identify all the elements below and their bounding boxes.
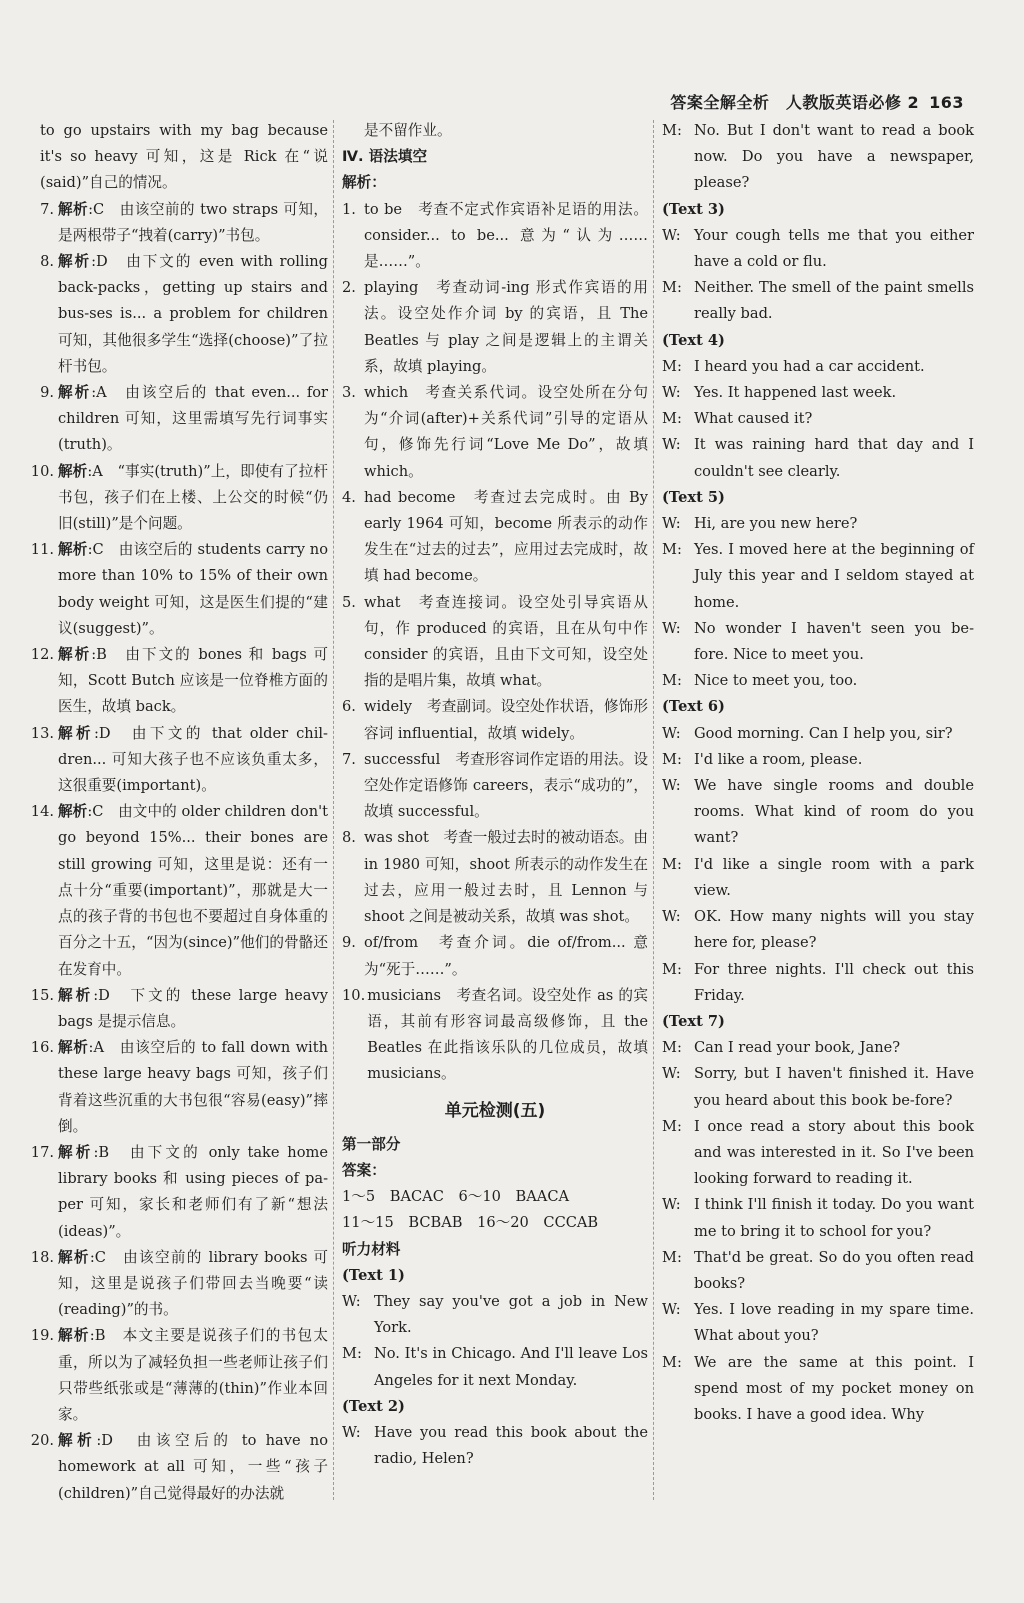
utterance: They say you've got a job in New York. bbox=[374, 1292, 648, 1337]
item-number: 20. bbox=[30, 1432, 54, 1450]
speaker: M: bbox=[342, 1345, 362, 1363]
analysis-item bbox=[18, 380, 328, 459]
speaker: M: bbox=[662, 357, 682, 375]
speaker: M: bbox=[662, 672, 682, 690]
column-1 bbox=[18, 118, 328, 1507]
speaker: M: bbox=[662, 1248, 682, 1266]
unit-test-title: 单元检测(五) bbox=[444, 1100, 546, 1121]
item-body bbox=[58, 721, 328, 800]
item-number: 1. bbox=[342, 200, 356, 218]
item-body bbox=[58, 380, 328, 459]
item-body bbox=[58, 642, 328, 721]
part-heading: 第一部分 bbox=[342, 1135, 401, 1153]
dialogue-line bbox=[662, 1035, 974, 1061]
item-number: 10. bbox=[30, 462, 54, 480]
grammar-item bbox=[342, 485, 648, 590]
item-number: 10. bbox=[342, 986, 366, 1004]
analysis-label: 解析 bbox=[58, 541, 88, 559]
speaker: W: bbox=[342, 1292, 361, 1310]
analysis-text: :C 由文中的 older children don't go beyond 15%... their bones are still growing 可知，这里是说：还有一点十分“重要(important)”，那就是大一点的孩子背的书包也不要超过自身体重的百分之十五，“因为(since)”他们的骨骼还在发育中。 bbox=[58, 803, 328, 978]
utterance: Good morning. Can I help you, sir? bbox=[694, 724, 953, 742]
analysis-item bbox=[18, 721, 328, 800]
item-body bbox=[58, 1323, 328, 1428]
speaker: M: bbox=[662, 1117, 682, 1135]
analysis-item bbox=[18, 1035, 328, 1140]
utterance: Sorry, but I haven't finished it. Have you heard about this book be-fore? bbox=[694, 1065, 974, 1109]
dialogue-line bbox=[662, 1245, 974, 1297]
listening-text-title: (Text 1) bbox=[342, 1266, 405, 1284]
analysis-text: :B 由下文的 bones 和 bags 可知，Scott Butch 应该是一位脊椎方面的医生，故填 back。 bbox=[58, 646, 328, 716]
page-header bbox=[670, 90, 964, 113]
speaker: M: bbox=[662, 1039, 682, 1057]
grammar-item bbox=[342, 825, 648, 930]
item-number: 3. bbox=[342, 384, 356, 402]
item-number: 8. bbox=[342, 829, 356, 847]
utterance: Yes. I love reading in my spare time. What about you? bbox=[694, 1301, 974, 1345]
analysis-item bbox=[18, 1323, 328, 1428]
analysis-label: 解析 bbox=[58, 200, 89, 218]
item-number: 12. bbox=[30, 646, 54, 664]
item-number: 2. bbox=[342, 279, 356, 297]
grammar-item bbox=[342, 197, 648, 276]
grammar-item bbox=[342, 590, 648, 695]
analysis-text: :D 由下文的 even with rolling back-packs，getting up stairs and bus-ses is... a problem for children 可知，其他很多学生“选择(choose)”了拉杆书包。 bbox=[58, 253, 328, 375]
listening-text-title: (Text 7) bbox=[662, 1012, 725, 1030]
section-heading: Ⅳ. 语法填空 bbox=[342, 148, 428, 166]
book-title: 答案全解全析 人教版英语必修 2 bbox=[670, 93, 920, 112]
analysis-label: 解析 bbox=[58, 462, 88, 480]
item-body bbox=[58, 1245, 328, 1324]
dialogue-line bbox=[342, 1341, 648, 1393]
analysis-item bbox=[18, 249, 328, 380]
item-text: which 考查关系代词。设空处所在分句为“介词(after)+关系代词”引导的定语从句，修饰先行词“Love Me Do”，故填 which。 bbox=[364, 384, 648, 480]
dialogue-line bbox=[662, 1061, 974, 1113]
analysis-text: :D 由该空后的 to have no homework at all 可知，一些“孩子(children)”自己觉得最好的办法就 bbox=[58, 1432, 328, 1502]
utterance: Nice to meet you, too. bbox=[694, 672, 858, 690]
speaker: M: bbox=[662, 960, 682, 978]
answer-line: 1～5 BACAC 6～10 BAACA bbox=[342, 1188, 570, 1206]
analysis-label: 解析 bbox=[58, 803, 88, 821]
dialogue-line bbox=[662, 904, 974, 956]
item-body bbox=[58, 1428, 328, 1507]
analysis-label: 解析 bbox=[58, 986, 94, 1004]
analysis-label: 解析 bbox=[58, 646, 92, 664]
analysis-label: 解析 bbox=[58, 724, 94, 742]
speaker: M: bbox=[662, 855, 682, 873]
grammar-item bbox=[342, 275, 648, 380]
listening-text-title: (Text 2) bbox=[342, 1397, 405, 1415]
grammar-item bbox=[342, 983, 648, 1088]
item-body bbox=[58, 197, 328, 249]
dialogue-line bbox=[662, 852, 974, 904]
item-body bbox=[58, 1140, 328, 1245]
item-number: 18. bbox=[30, 1248, 54, 1266]
column-2 bbox=[342, 118, 648, 1472]
utterance: I once read a story about this book and was interested in it. So I've been looking forward to reading it. bbox=[694, 1117, 974, 1188]
utterance: Yes. It happened last week. bbox=[694, 384, 897, 402]
utterance: Have you read this book about the radio, Helen? bbox=[374, 1423, 648, 1468]
utterance: I heard you had a car accident. bbox=[694, 357, 925, 375]
utterance: No wonder I haven't seen you be-fore. Nice to meet you. bbox=[694, 619, 974, 664]
analysis-label: 解析 bbox=[58, 1432, 97, 1450]
analysis-text: :B 本文主要是说孩子们的书包太重，所以为了减轻负担一些老师让孩子们只带些纸张或是“薄薄的(thin)”作业本回家。 bbox=[58, 1327, 328, 1423]
analysis-label: 解析 bbox=[58, 1143, 94, 1161]
analysis-item bbox=[18, 459, 328, 538]
analysis-text: :A 由该空后的 to fall down with these large heavy bags 可知，孩子们背着这些沉重的大书包很“容易(easy)”摔倒。 bbox=[58, 1039, 328, 1135]
dialogue-line bbox=[662, 721, 974, 747]
dialogue-line bbox=[662, 537, 974, 616]
utterance: OK. How many nights will you stay here for, please? bbox=[694, 908, 974, 952]
analysis-text: :D 由下文的 that older chil-dren... 可知大孩子也不应该负重太多，这很重要(important)。 bbox=[58, 724, 328, 795]
speaker: W: bbox=[662, 436, 681, 454]
dialogue-line bbox=[662, 957, 974, 1009]
dialogue-line bbox=[662, 747, 974, 773]
item-text: musicians 考查名词。设空处作 as 的宾语，其前有形容词最高级修饰，且 the Beatles 在此指该乐队的几位成员，故填 musicians。 bbox=[367, 986, 648, 1083]
speaker: W: bbox=[662, 1196, 681, 1214]
item-body bbox=[58, 249, 328, 380]
utterance: Neither. The smell of the paint smells really bad. bbox=[694, 279, 974, 323]
analysis-item bbox=[18, 1140, 328, 1245]
utterance: It was raining hard that day and I couldn't see clearly. bbox=[694, 436, 974, 480]
item-number: 7. bbox=[40, 200, 54, 218]
utterance: Can I read your book, Jane? bbox=[694, 1039, 901, 1057]
analysis-item bbox=[18, 642, 328, 721]
utterance: We are the same at this point. I spend most of my pocket money on books. I have a good idea. Why bbox=[694, 1353, 974, 1423]
item-number: 19. bbox=[30, 1327, 54, 1345]
speaker: W: bbox=[662, 777, 681, 795]
speaker: W: bbox=[662, 515, 681, 533]
analysis-text: :B 由下文的 only take home library books 和 using pieces of pa-per 可知，家长和老师们有了新“想法(ideas)”。 bbox=[58, 1143, 328, 1240]
analysis-label: 解析 bbox=[58, 1327, 90, 1345]
grammar-item bbox=[342, 380, 648, 485]
grammar-item bbox=[342, 747, 648, 826]
analysis-text: :A 由该空后的 that even... for children 可知，这里需填写先行词事实(truth)。 bbox=[58, 384, 328, 454]
analysis-text: :C 由该空前的 library books 可知，这里是说孩子们带回去当晚要“读(reading)”的书。 bbox=[58, 1248, 328, 1319]
speaker: M: bbox=[662, 279, 682, 297]
utterance: What caused it? bbox=[694, 410, 813, 428]
column-3 bbox=[662, 118, 974, 1428]
analysis-text: :C 由该空前的 two straps 可知，是两根带子“拽着(carry)”书包。 bbox=[58, 200, 328, 244]
dialogue-line bbox=[662, 1297, 974, 1349]
item-number: 4. bbox=[342, 488, 356, 506]
analysis-item bbox=[18, 537, 328, 642]
item-number: 14. bbox=[30, 803, 54, 821]
item-text: of/from 考查介词。die of/from... 意为“死于……”。 bbox=[364, 934, 648, 978]
utterance: We have single rooms and double rooms. What kind of room do you want? bbox=[694, 777, 974, 847]
speaker: M: bbox=[662, 122, 682, 139]
listening-text-title: (Text 3) bbox=[662, 200, 725, 218]
utterance: Yes. I moved here at the beginning of July this year and I seldom stayed at home. bbox=[694, 541, 974, 611]
utterance: I think I'll finish it today. Do you want me to bring it to school for you? bbox=[694, 1196, 974, 1240]
speaker: W: bbox=[662, 1065, 681, 1083]
listening-text-title: (Text 4) bbox=[662, 331, 725, 349]
item-number: 13. bbox=[30, 724, 54, 742]
analysis-text: :C 由该空后的 students carry no more than 10% to 15% of their own body weight 可知，这是医生们提的“建议(suggest)”。 bbox=[58, 541, 328, 637]
analysis-label: 解析 bbox=[58, 1248, 90, 1266]
speaker: M: bbox=[662, 1353, 682, 1371]
analysis-item bbox=[18, 1428, 328, 1507]
dialogue-line bbox=[342, 1420, 648, 1472]
utterance: No. But I don't want to read a book now. Do you have a newspaper, please? bbox=[694, 122, 974, 192]
speaker: M: bbox=[662, 750, 682, 768]
dialogue-line bbox=[662, 406, 974, 432]
answer-label: 答案： bbox=[342, 1161, 386, 1179]
item-number: 9. bbox=[40, 384, 54, 402]
item-text: what 考查连接词。设空处引导宾语从句，作 produced 的宾语，且在从句中作 consider 的宾语，且由下文可知，设空处指的是唱片集，故填 what。 bbox=[364, 593, 648, 690]
item-number: 9. bbox=[342, 934, 356, 952]
utterance: That'd be great. So do you often read books? bbox=[694, 1248, 974, 1292]
dialogue-line bbox=[662, 223, 974, 275]
dialogue-line bbox=[662, 616, 974, 668]
item-body bbox=[58, 799, 328, 982]
item-number: 8. bbox=[40, 253, 54, 271]
utterance: Your cough tells me that you either have a cold or flu. bbox=[694, 226, 974, 271]
dialogue-line bbox=[662, 432, 974, 484]
column-divider bbox=[333, 120, 334, 1500]
speaker: W: bbox=[662, 226, 681, 244]
item-number: 6. bbox=[342, 698, 356, 716]
speaker: W: bbox=[662, 619, 681, 637]
item-body bbox=[58, 537, 328, 642]
item-number: 15. bbox=[30, 986, 54, 1004]
page-number: 163 bbox=[929, 93, 964, 112]
utterance: I'd like a room, please. bbox=[694, 750, 863, 768]
utterance: No. It's in Chicago. And I'll leave Los Angeles for it next Monday. bbox=[374, 1345, 648, 1389]
analysis-item bbox=[18, 197, 328, 249]
answer-line: 11～15 BCBAB 16～20 CCCAB bbox=[342, 1214, 599, 1232]
listening-heading: 听力材料 bbox=[342, 1240, 401, 1258]
analysis-label: 解析 bbox=[58, 384, 92, 402]
speaker: M: bbox=[662, 410, 682, 428]
analysis-label: 解析 bbox=[58, 253, 92, 271]
item-number: 7. bbox=[342, 750, 356, 768]
item-text: successful 考查形容词作定语的用法。设空处作定语修饰 careers，表示“成功的”，故填 successful。 bbox=[364, 750, 648, 821]
item-number: 16. bbox=[30, 1039, 54, 1057]
item-body bbox=[58, 459, 328, 538]
speaker: W: bbox=[662, 384, 681, 402]
dialogue-line bbox=[662, 1192, 974, 1244]
dialogue-line bbox=[662, 275, 974, 327]
column-divider bbox=[653, 120, 654, 1500]
item-text: was shot 考查一般过去时的被动语态。由 in 1980 可知，shoot 所表示的动作发生在过去，应用一般过去时，且 Lennon 与 shoot 之间是被动关系，故填 was shot。 bbox=[364, 829, 648, 926]
item-text: playing 考查动词-ing 形式作宾语的用法。设空处作介词 by 的宾语，且 The Beatles 与 play 之间是逻辑上的主谓关系，故填 playing。 bbox=[364, 279, 648, 375]
speaker: W: bbox=[662, 908, 681, 926]
analysis-label: 解析 bbox=[58, 1039, 89, 1057]
dialogue-line bbox=[662, 511, 974, 537]
item-body bbox=[58, 1035, 328, 1140]
item-number: 5. bbox=[342, 593, 356, 611]
analysis-item bbox=[18, 799, 328, 982]
item-number: 11. bbox=[30, 541, 54, 559]
analysis-label: 解析： bbox=[342, 174, 386, 192]
utterance: For three nights. I'll check out this Friday. bbox=[694, 960, 974, 1004]
utterance: Hi, are you new here? bbox=[694, 515, 858, 533]
analysis-text: :D 下文的 these large heavy bags 是提示信息。 bbox=[58, 986, 328, 1030]
dialogue-line bbox=[662, 1114, 974, 1193]
analysis-item bbox=[18, 1245, 328, 1324]
continued-text: 是不留作业。 bbox=[364, 122, 452, 139]
dialogue-line bbox=[662, 773, 974, 852]
grammar-item bbox=[342, 694, 648, 746]
dialogue-line bbox=[342, 1289, 648, 1341]
grammar-item bbox=[342, 930, 648, 982]
dialogue-line bbox=[662, 380, 974, 406]
dialogue-line bbox=[662, 354, 974, 380]
listening-text-title: (Text 6) bbox=[662, 698, 725, 716]
dialogue-line bbox=[662, 668, 974, 694]
continued-text: to go upstairs with my bag because it's so heavy 可知，这是 Rick 在“说(said)”自己的情况。 bbox=[40, 122, 328, 192]
speaker: W: bbox=[662, 724, 681, 742]
speaker: W: bbox=[342, 1423, 361, 1441]
item-text: widely 考查副词。设空处作状语，修饰形容词 influential，故填 widely。 bbox=[364, 698, 648, 742]
listening-text-title: (Text 5) bbox=[662, 488, 725, 506]
item-text: had become 考查过去完成时。由 By early 1964 可知，become 所表示的动作发生在“过去的过去”，应用过去完成时，故填 had become。 bbox=[364, 488, 648, 585]
analysis-text: :A “事实(truth)”上，即使有了拉杆书包，孩子们在上楼、上公交的时候“仍旧(still)”是个问题。 bbox=[58, 462, 328, 533]
dialogue-line bbox=[662, 1350, 974, 1429]
item-text: to be 考查不定式作宾语补足语的用法。consider... to be... 意为“认为……是……”。 bbox=[364, 200, 648, 271]
item-body bbox=[58, 983, 328, 1035]
speaker: M: bbox=[662, 541, 682, 559]
item-number: 17. bbox=[30, 1143, 54, 1161]
speaker: W: bbox=[662, 1301, 681, 1319]
analysis-item bbox=[18, 983, 328, 1035]
utterance: I'd like a single room with a park view. bbox=[694, 855, 974, 899]
dialogue-line bbox=[662, 118, 974, 197]
